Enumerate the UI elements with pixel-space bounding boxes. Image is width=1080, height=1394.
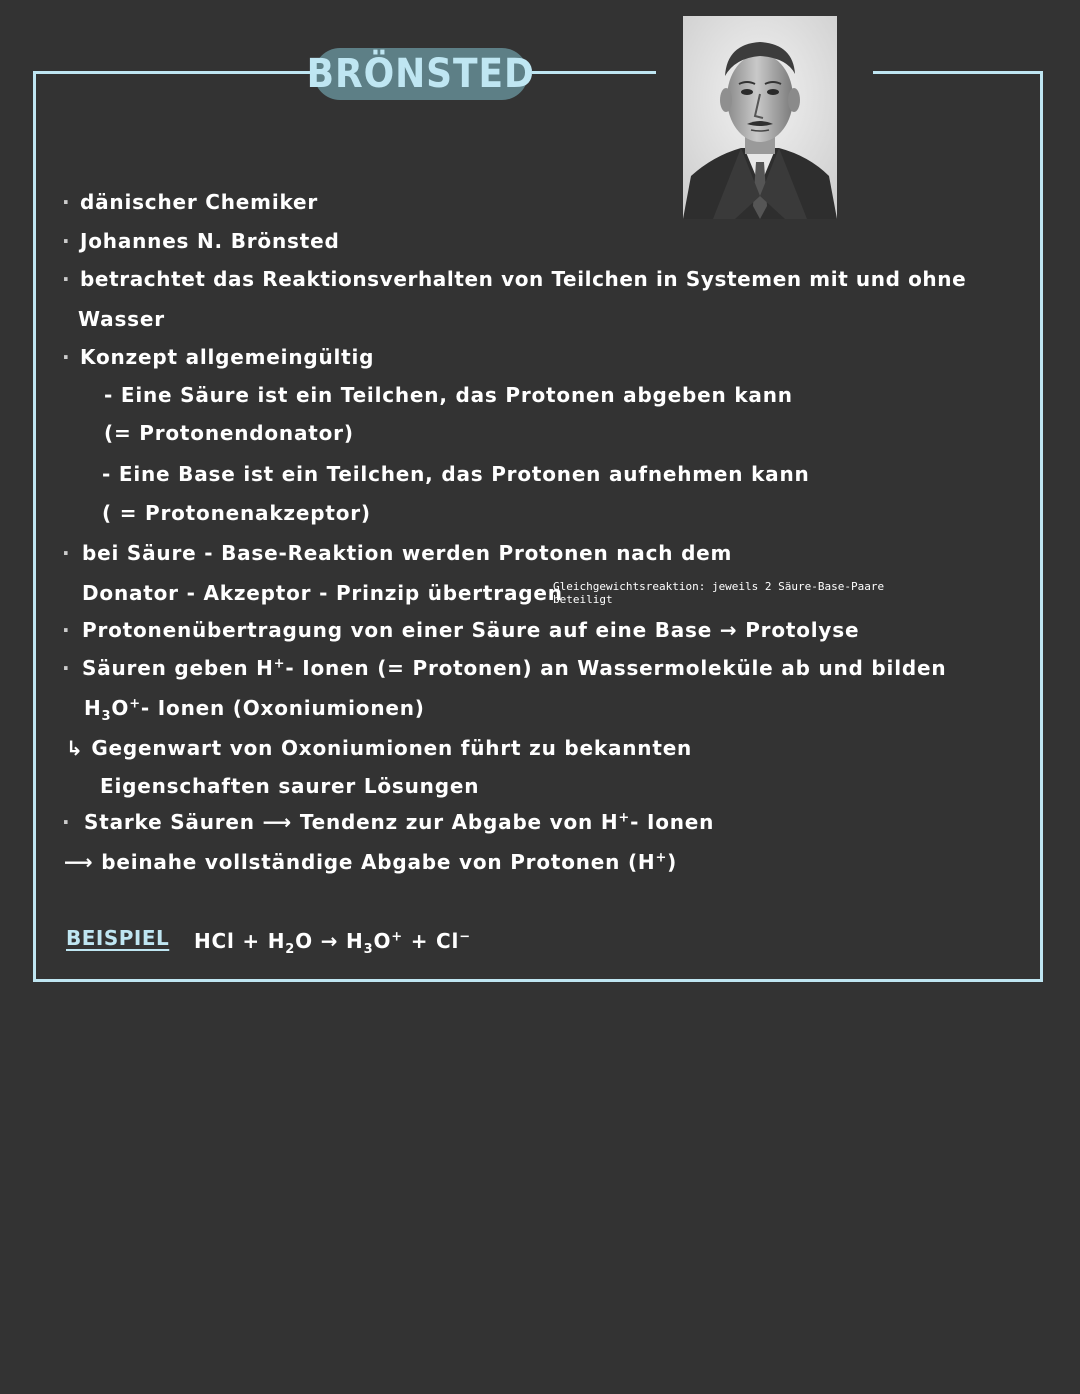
line-acid-base-reaction: bei Säure - Base-Reaktion werden Protonen nach dem <box>82 541 733 565</box>
frame-bottom <box>33 979 1043 982</box>
bullet: · <box>62 656 70 680</box>
note-line-2: beteiligt <box>553 593 613 606</box>
line-acid-definition: - Eine Säure ist ein Teilchen, das Protonen abgeben kann <box>104 383 793 407</box>
line-danish-chemist: dänischer Chemiker <box>80 190 319 214</box>
line-base-definition: - Eine Base ist ein Teilchen, das Protonen aufnehmen kann <box>102 462 810 486</box>
line-acidic-solutions: Eigenschaften saurer Lösungen <box>100 774 480 798</box>
frame-right <box>1040 71 1043 982</box>
line-reaction-behaviour: betrachtet das Reaktionsverhalten von Teilchen in Systemen mit und ohne <box>80 267 967 291</box>
bullet: · <box>62 267 70 291</box>
line-concept: Konzept allgemeingültig <box>80 345 375 369</box>
line-complete-release: ⟶ beinahe vollständige Abgabe von Protonen (H+) <box>64 850 678 874</box>
line-strong-acids: Starke Säuren ⟶ Tendenz zur Abgabe von H+- Ionen <box>84 810 715 834</box>
frame-top-left <box>33 71 313 74</box>
line-water: Wasser <box>78 307 165 331</box>
example-equation: HCl + $H_2O \to H_3O^+ + Cl^-$ <box>194 929 471 957</box>
line-donor-acceptor: Donator - Akzeptor - Prinzip übertragen <box>82 581 563 605</box>
example-label: BEISPIEL <box>66 926 170 950</box>
line-oxonium-ions: $H_3O^+-$ Ionen (Oxoniumionen) <box>84 696 425 724</box>
line-acids-give-ions: Säuren geben H+- Ionen (= Protonen) an Wassermoleküle ab und bilden <box>82 656 947 680</box>
frame-left <box>33 71 36 982</box>
portrait-photo <box>683 16 837 219</box>
bullet: · <box>62 229 70 253</box>
title-badge <box>306 48 536 100</box>
bullet: · <box>62 618 70 642</box>
note-line-1: Gleichgewichtsreaktion: jeweils 2 Säure-Base-Paare <box>553 580 885 593</box>
line-full-name: Johannes N. Brönsted <box>80 229 340 253</box>
bullet: · <box>62 190 70 214</box>
frame-top-right <box>873 71 1043 74</box>
bullet: · <box>62 810 70 834</box>
page-title: BRÖNSTED <box>306 51 536 97</box>
equilibrium-note <box>553 580 884 606</box>
line-oxonium-presence: ↳ Gegenwart von Oxoniumionen führt zu bekannten <box>66 736 693 760</box>
line-protolysis: Protonenübertragung von einer Säure auf eine Base → Protolyse <box>82 618 860 642</box>
line-proton-acceptor: ( = Protonenakzeptor) <box>102 501 371 525</box>
line-proton-donor: (= Protonendonator) <box>104 421 354 445</box>
bullet: · <box>62 345 70 369</box>
bullet: · <box>62 541 70 565</box>
frame-top-middle <box>532 71 656 74</box>
